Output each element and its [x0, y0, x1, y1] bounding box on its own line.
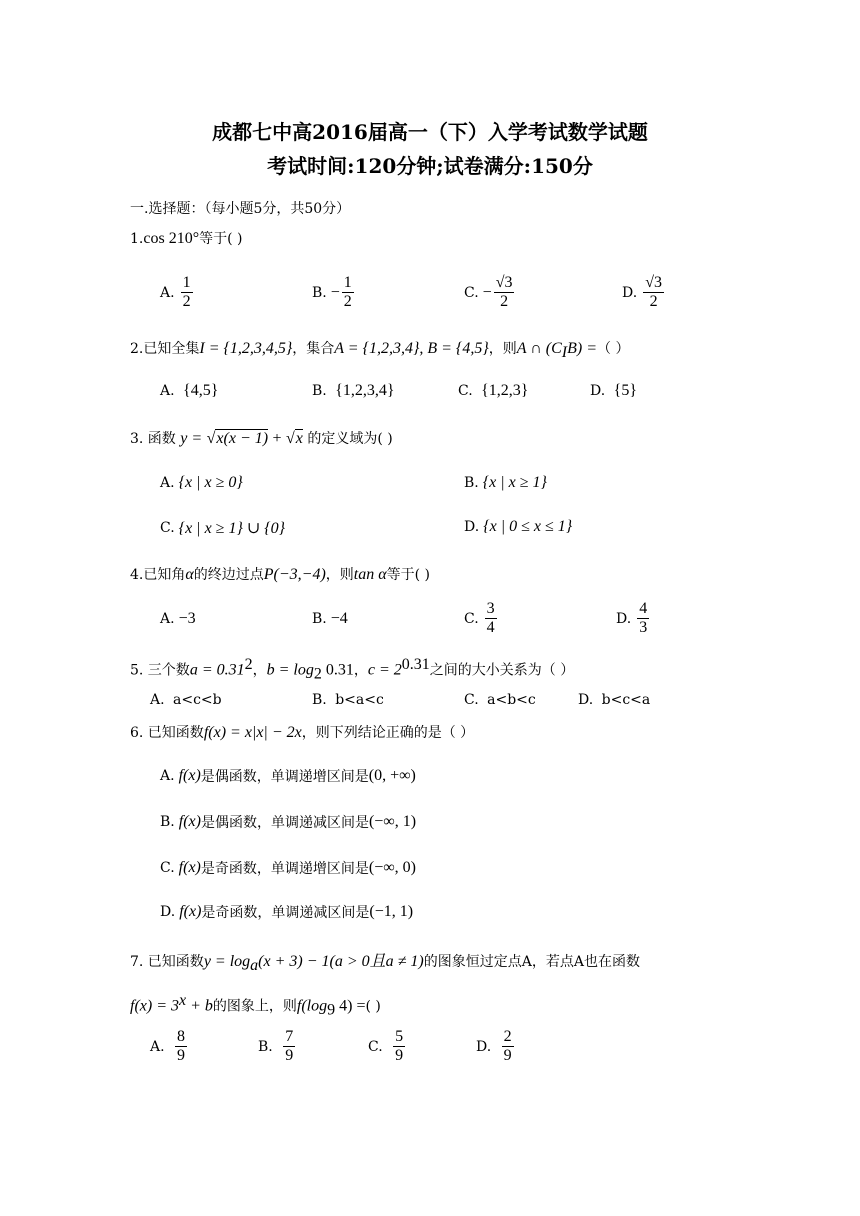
question-1 [130, 228, 242, 248]
q5-option-c: C. a<b<c [464, 692, 536, 708]
q1-option-b: B. − $\frac{1}{2}$ [312, 274, 352, 310]
q1-option-a: A. $\frac{1}{2}$ [160, 274, 191, 310]
q4-option-a: A. −3 [160, 610, 196, 627]
q3-option-d: D. {x | 0 ≤ x ≤ 1} [464, 518, 573, 535]
q6-option-b: B. f(x) 是偶函数，单调递减区间是 (−∞, 1) [160, 813, 417, 831]
question-4: 4.已知角α的终边过点P(−3,−4)，则tan α等于( ) [130, 566, 431, 583]
q1-b-fraction: $\frac{1}{2}$ [343, 274, 352, 310]
q2-option-a: A. {4,5} [160, 382, 219, 399]
q1-expr: cos 210° [143, 230, 200, 247]
q1-option-c: C. − $\frac{√3}{2}$ [464, 274, 513, 310]
q2-option-b: B. {1,2,3,4} [312, 382, 395, 399]
q5-option-a: A. a<c<b [150, 692, 222, 708]
page-title: 成都七中高2016届高一（下）入学考试数学试题 [212, 120, 648, 144]
question-7-line-2: $f(x) = 3^x + b$的图象上，则$f(\log_9$ 4) =( ) [130, 992, 381, 1019]
q1-a-fraction: $\frac{1}{2}$ [182, 274, 191, 310]
question-3: 3. 函数 y = √x(x − 1) + √x 的定义域为( ) [130, 430, 393, 447]
q7-option-b: B. $\frac{7}{9}$ [258, 1028, 294, 1064]
q2-option-c: C. {1,2,3} [458, 382, 529, 399]
q6-option-c: C. f(x) 是奇函数，单调递增区间是 (−∞, 0) [160, 859, 416, 877]
question-7: 7. 已知函数$y = \log_a(x + 3) - 1(a > 0$且a ≠ 1)的图象恒过定点A，若点A也在函数 [130, 953, 640, 974]
q3-option-b: B. {x | x ≥ 1} [464, 474, 547, 491]
q6-option-d: D. f(x) 是奇函数，单调递减区间是 (−1, 1) [160, 903, 414, 921]
q5-option-b: B. b<a<c [312, 692, 384, 708]
q1-suffix: 等于( ) [199, 231, 243, 247]
question-6: 6. 已知函数f(x) = x|x| − 2x，则下列结论正确的是（ ） [130, 724, 475, 741]
q7-option-c: C. $\frac{5}{9}$ [368, 1028, 404, 1064]
question-5: 5. 三个数$a = 0.31^2$，$b = \log_2 0.31$，$c = 2^{0.31}$之间的大小关系为（ ） [130, 656, 575, 683]
q7-option-d: D. $\frac{2}{9}$ [476, 1028, 512, 1064]
section-heading: 一.选择题：（每小题5分，共50分） [130, 201, 351, 217]
q1-number: 1. [130, 231, 144, 247]
q3-option-c: C. {x | x ≥ 1} ∪ {0} [160, 520, 286, 537]
q3-option-a: A. {x | x ≥ 0} [160, 474, 243, 491]
question-2: 2.已知全集I = {1,2,3,4,5}，集合A = {1,2,3,4}, B = {4,5}，则A ∩ $(C_IB)$ =（ ） [130, 340, 630, 361]
q2-option-d: D. {5} [590, 382, 637, 399]
q6-option-a: A. f(x) 是偶函数，单调递增区间是 (0, +∞) [160, 767, 416, 785]
exam-info: 考试时间:120分钟;试卷满分:150分 [267, 154, 593, 178]
q7-option-a: A. $\frac{8}{9}$ [150, 1028, 186, 1064]
q4-option-d: D. $\frac{4}{3}$ [616, 600, 648, 636]
q4-option-b: B. −4 [312, 610, 348, 627]
q1-option-d: D. $\frac{√3}{2}$ [622, 274, 662, 310]
q5-option-d: D. b<c<a [578, 692, 651, 708]
q4-option-c: C. $\frac{3}{4}$ [464, 600, 495, 636]
q1-d-fraction: $\frac{√3}{2}$ [645, 274, 662, 310]
q1-c-fraction: $\frac{√3}{2}$ [495, 274, 513, 310]
